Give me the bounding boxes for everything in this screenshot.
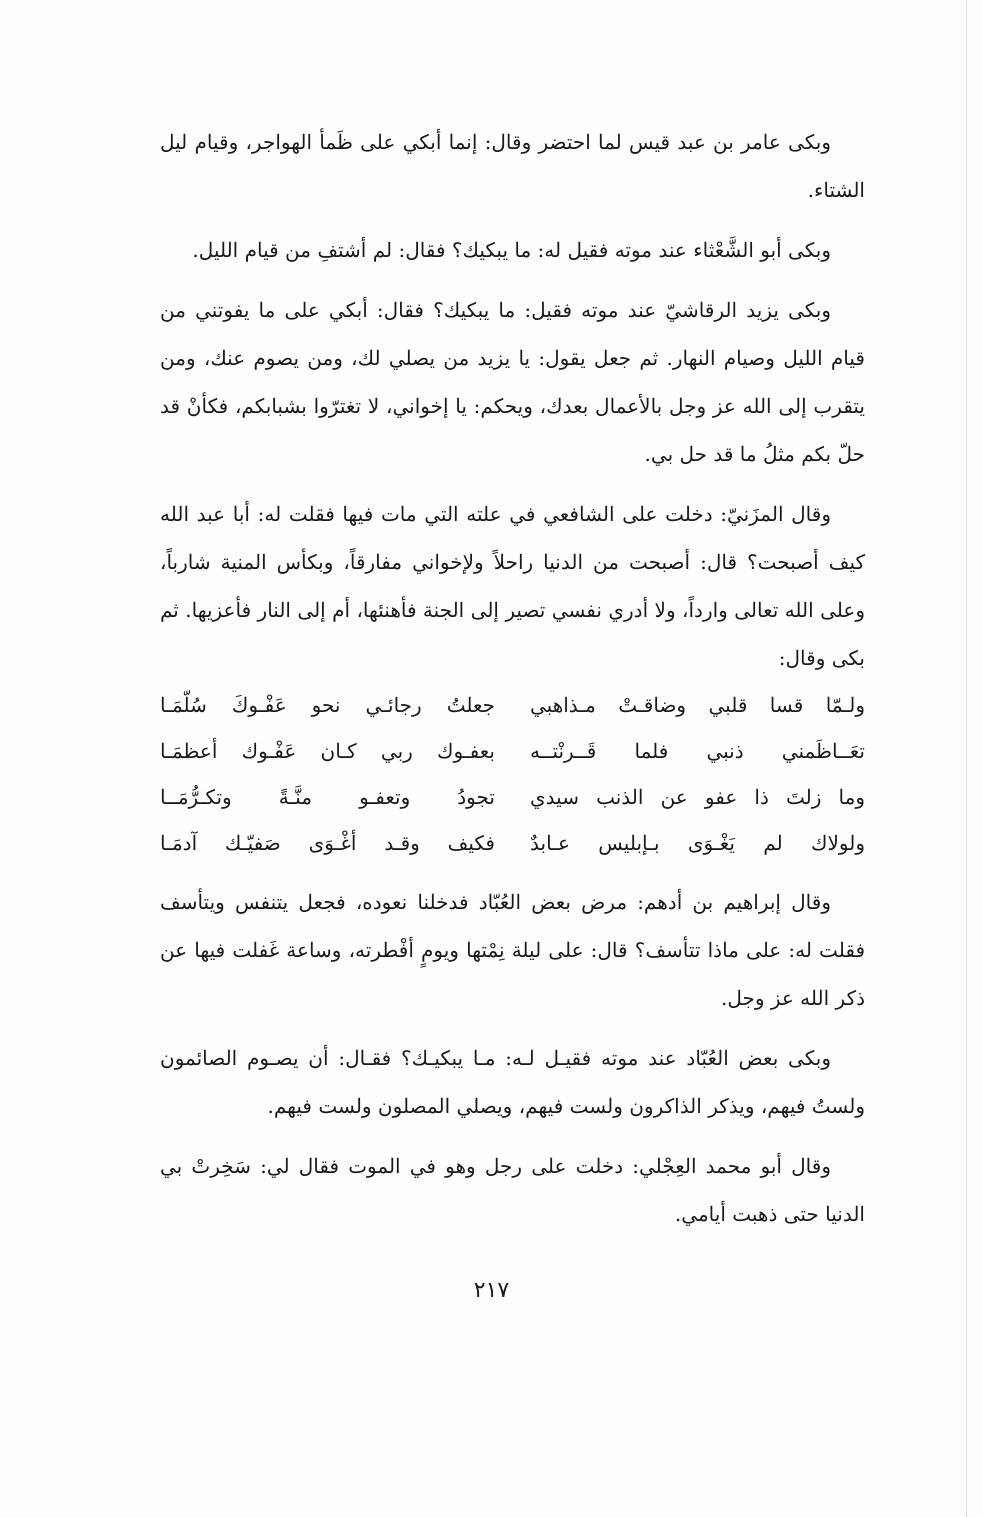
verse-first-half: وما زلتَ ذا عفو عن الذنب سيدي	[530, 785, 865, 809]
verse-second-half: بعفـوك ربي كـان عَفْـوك أعظمَـا	[160, 739, 495, 763]
poem-verse	[160, 728, 865, 774]
verse-second-half: تجودُ وتعفـو منَّـةً وتكـرُّمَــا	[160, 785, 495, 809]
verse-first-half: تعَــاظَمني ذنبي فلما قَــرنْتــه	[530, 739, 865, 763]
page-number: ٢١٧	[473, 1278, 510, 1303]
paragraph-muzani: وقال المزَنيّ: دخلت على الشافعي في علته التي مات فيها فقلت له: أبا عبد الله كيف أصبحت؟ قال: أصبحت من الدنيا راحلاً ولإخواني مفارقاً، وبكأس المنية شارباً، وعلى الله تعالى وارداً، ولا أدري نفسي تصير إلى الجنة فأهنئها، أم إلى النار فأعزيها. ثم بكى وقال:	[160, 502, 865, 670]
verse-first-half: ولـمّا قسا قلبي وضاقـتْ مـذاهبي	[530, 693, 865, 717]
poem-verse	[160, 774, 865, 820]
verse-second-half: فكيف وقـد أغْـوَى صَفيّـك آدمَـا	[160, 831, 495, 855]
paragraph-abid: وبكى بعض العُبّاد عند موته فقيـل لـه: مـا يبكيـك؟ فقـال: أن يصـوم الصائمون ولستُ فيهم، ويذكر الذاكرون ولست فيهم، ويصلي المصلون ولست فيهم.	[160, 1046, 865, 1118]
paragraph-abu-shatha: وبكى أبو الشَّعْثاء عند موته فقيل له: ما يبكيك؟ فقال: لم أشتفِ من قيام الليل.	[192, 238, 831, 262]
paragraph-amir: وبكى عامر بن عبد قيس لما احتضر وقال: إنما أبكي على ظَمأ الهواجر، وقيام ليل الشتاء.	[160, 130, 865, 202]
verse-second-half: جعلتُ رجائـي نحو عَفْـوكَ سُلّمَـا	[160, 693, 495, 717]
poem-verse	[160, 682, 865, 728]
poem	[160, 682, 865, 866]
verse-first-half: ولولاك لم يَغْـوَى بـإبليس عـابدٌ	[530, 831, 865, 855]
poem-verse	[160, 820, 865, 866]
paragraph-ijli: وقال أبو محمد العِجْلي: دخلت على رجل وهو في الموت فقال لي: سَخِرتْ بي الدنيا حتى ذهبت أيامي.	[160, 1154, 865, 1226]
body-text	[160, 118, 865, 1238]
paragraph-ibrahim: وقال إبراهيم بن أدهم: مرض بعض العُبّاد فدخلنا نعوده، فجعل يتنفس ويتأسف فقلت له: على ماذا تتأسف؟ قال: على ليلة نِمْتها ويومٍ أفْطرته، وساعة غَفلت فيها عن ذكر الله عز وجل.	[160, 890, 865, 1010]
paragraph-yazid: وبكى يزيد الرقاشيّ عند موته فقيل: ما يبكيك؟ فقال: أبكي على ما يفوتني من قيام الليل وصيام النهار. ثم جعل يقول: يا يزيد من يصلي لك، ومن يصوم عنك، ومن يتقرب إلى الله عز وجل بالأعمال بعدك، ويحكم: يا إخواني، لا تغترّوا بشبابكم، فكأنْ قد حلّ بكم مثلُ ما قد حل بي.	[160, 298, 865, 466]
